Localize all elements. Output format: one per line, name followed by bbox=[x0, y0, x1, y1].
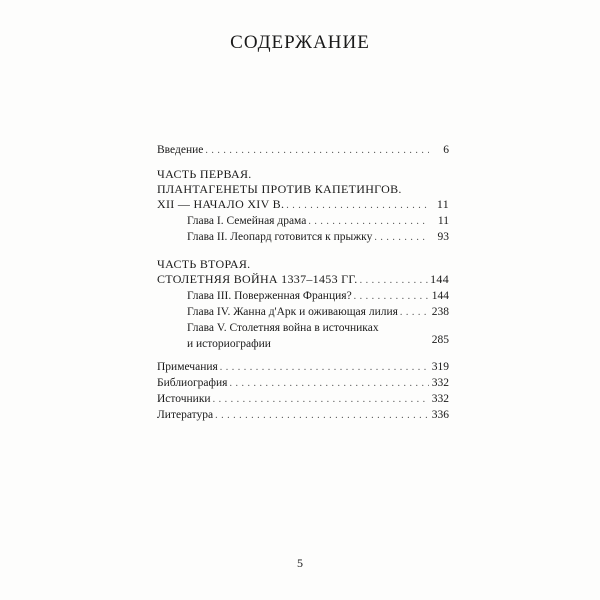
toc-entry-sources[interactable] bbox=[157, 392, 449, 407]
toc-entry-notes[interactable] bbox=[157, 360, 449, 375]
toc-entry-chapter-5-line1[interactable]: Глава V. Столетняя война в источниках bbox=[187, 322, 379, 334]
toc-entry-page: 332 bbox=[431, 393, 449, 405]
dot-leader bbox=[360, 272, 428, 288]
toc-entry-label: Примечания bbox=[157, 361, 218, 373]
dot-leader bbox=[220, 360, 429, 375]
toc-entry-page: 144 bbox=[430, 272, 449, 286]
toc-entry-chapter-4[interactable] bbox=[187, 305, 449, 320]
toc-entry-label: Глава II. Леопард готовится к прыжку bbox=[187, 231, 373, 243]
toc-entry-label: XII — НАЧАЛО XIV В. bbox=[157, 197, 285, 211]
toc-entry-chapter-2[interactable] bbox=[187, 230, 449, 245]
part1-heading-line1: ЧАСТЬ ПЕРВАЯ. bbox=[157, 167, 252, 181]
toc-entry-page: 11 bbox=[437, 215, 449, 227]
dot-leader bbox=[215, 408, 429, 423]
toc-entry-label: Литература bbox=[157, 409, 214, 421]
toc-entry-label: Глава IV. Жанна д'Арк и оживающая лилия bbox=[187, 306, 398, 318]
dot-leader bbox=[354, 289, 429, 304]
toc-entry-chapter-1[interactable] bbox=[187, 214, 449, 229]
toc-entry-label: Источники bbox=[157, 393, 211, 405]
toc-entry-page: 319 bbox=[431, 361, 449, 373]
dot-leader bbox=[213, 392, 429, 407]
page-number: 5 bbox=[297, 556, 303, 570]
toc-entry-page: 6 bbox=[443, 144, 449, 156]
toc-entry-bibliography[interactable] bbox=[157, 376, 449, 391]
toc-entry-label: и историографии bbox=[187, 338, 271, 350]
toc-entry-label: Глава I. Семейная драма bbox=[187, 215, 307, 227]
page-title: СОДЕРЖАНИЕ bbox=[230, 32, 370, 53]
toc-entry-part1[interactable] bbox=[157, 197, 449, 213]
toc-entry-label: Введение bbox=[157, 144, 204, 156]
toc-entry-page: 238 bbox=[431, 306, 449, 318]
dot-leader bbox=[229, 376, 429, 391]
toc-entry-literature[interactable] bbox=[157, 408, 449, 423]
dot-leader bbox=[374, 230, 429, 245]
part1-heading-line2: ПЛАНТАГЕНЕТЫ ПРОТИВ КАПЕТИНГОВ. bbox=[157, 182, 402, 196]
toc-entry-page: 11 bbox=[436, 197, 449, 211]
toc-entry-page: 336 bbox=[431, 409, 449, 421]
part2-heading-line1: ЧАСТЬ ВТОРАЯ. bbox=[157, 257, 251, 271]
toc-entry-page: 285 bbox=[431, 334, 449, 346]
dot-leader bbox=[400, 305, 429, 320]
dot-leader bbox=[308, 214, 429, 229]
toc-entry-page: 332 bbox=[431, 377, 449, 389]
toc-entry-label: Глава III. Поверженная Франция? bbox=[187, 290, 352, 302]
toc-entry-label: СТОЛЕТНЯЯ ВОЙНА 1337–1453 ГГ. bbox=[157, 272, 358, 286]
toc-entry-page: 144 bbox=[431, 290, 449, 302]
dot-leader bbox=[286, 197, 429, 213]
toc-entry-page: 93 bbox=[437, 231, 449, 243]
dot-leader bbox=[205, 143, 429, 158]
toc-entry-label: Библиография bbox=[157, 377, 228, 389]
toc-entry-part2[interactable] bbox=[157, 272, 449, 288]
toc-entry-intro[interactable] bbox=[157, 143, 449, 158]
toc-entry-chapter-5[interactable] bbox=[187, 334, 449, 352]
toc-entry-chapter-3[interactable] bbox=[187, 289, 449, 304]
